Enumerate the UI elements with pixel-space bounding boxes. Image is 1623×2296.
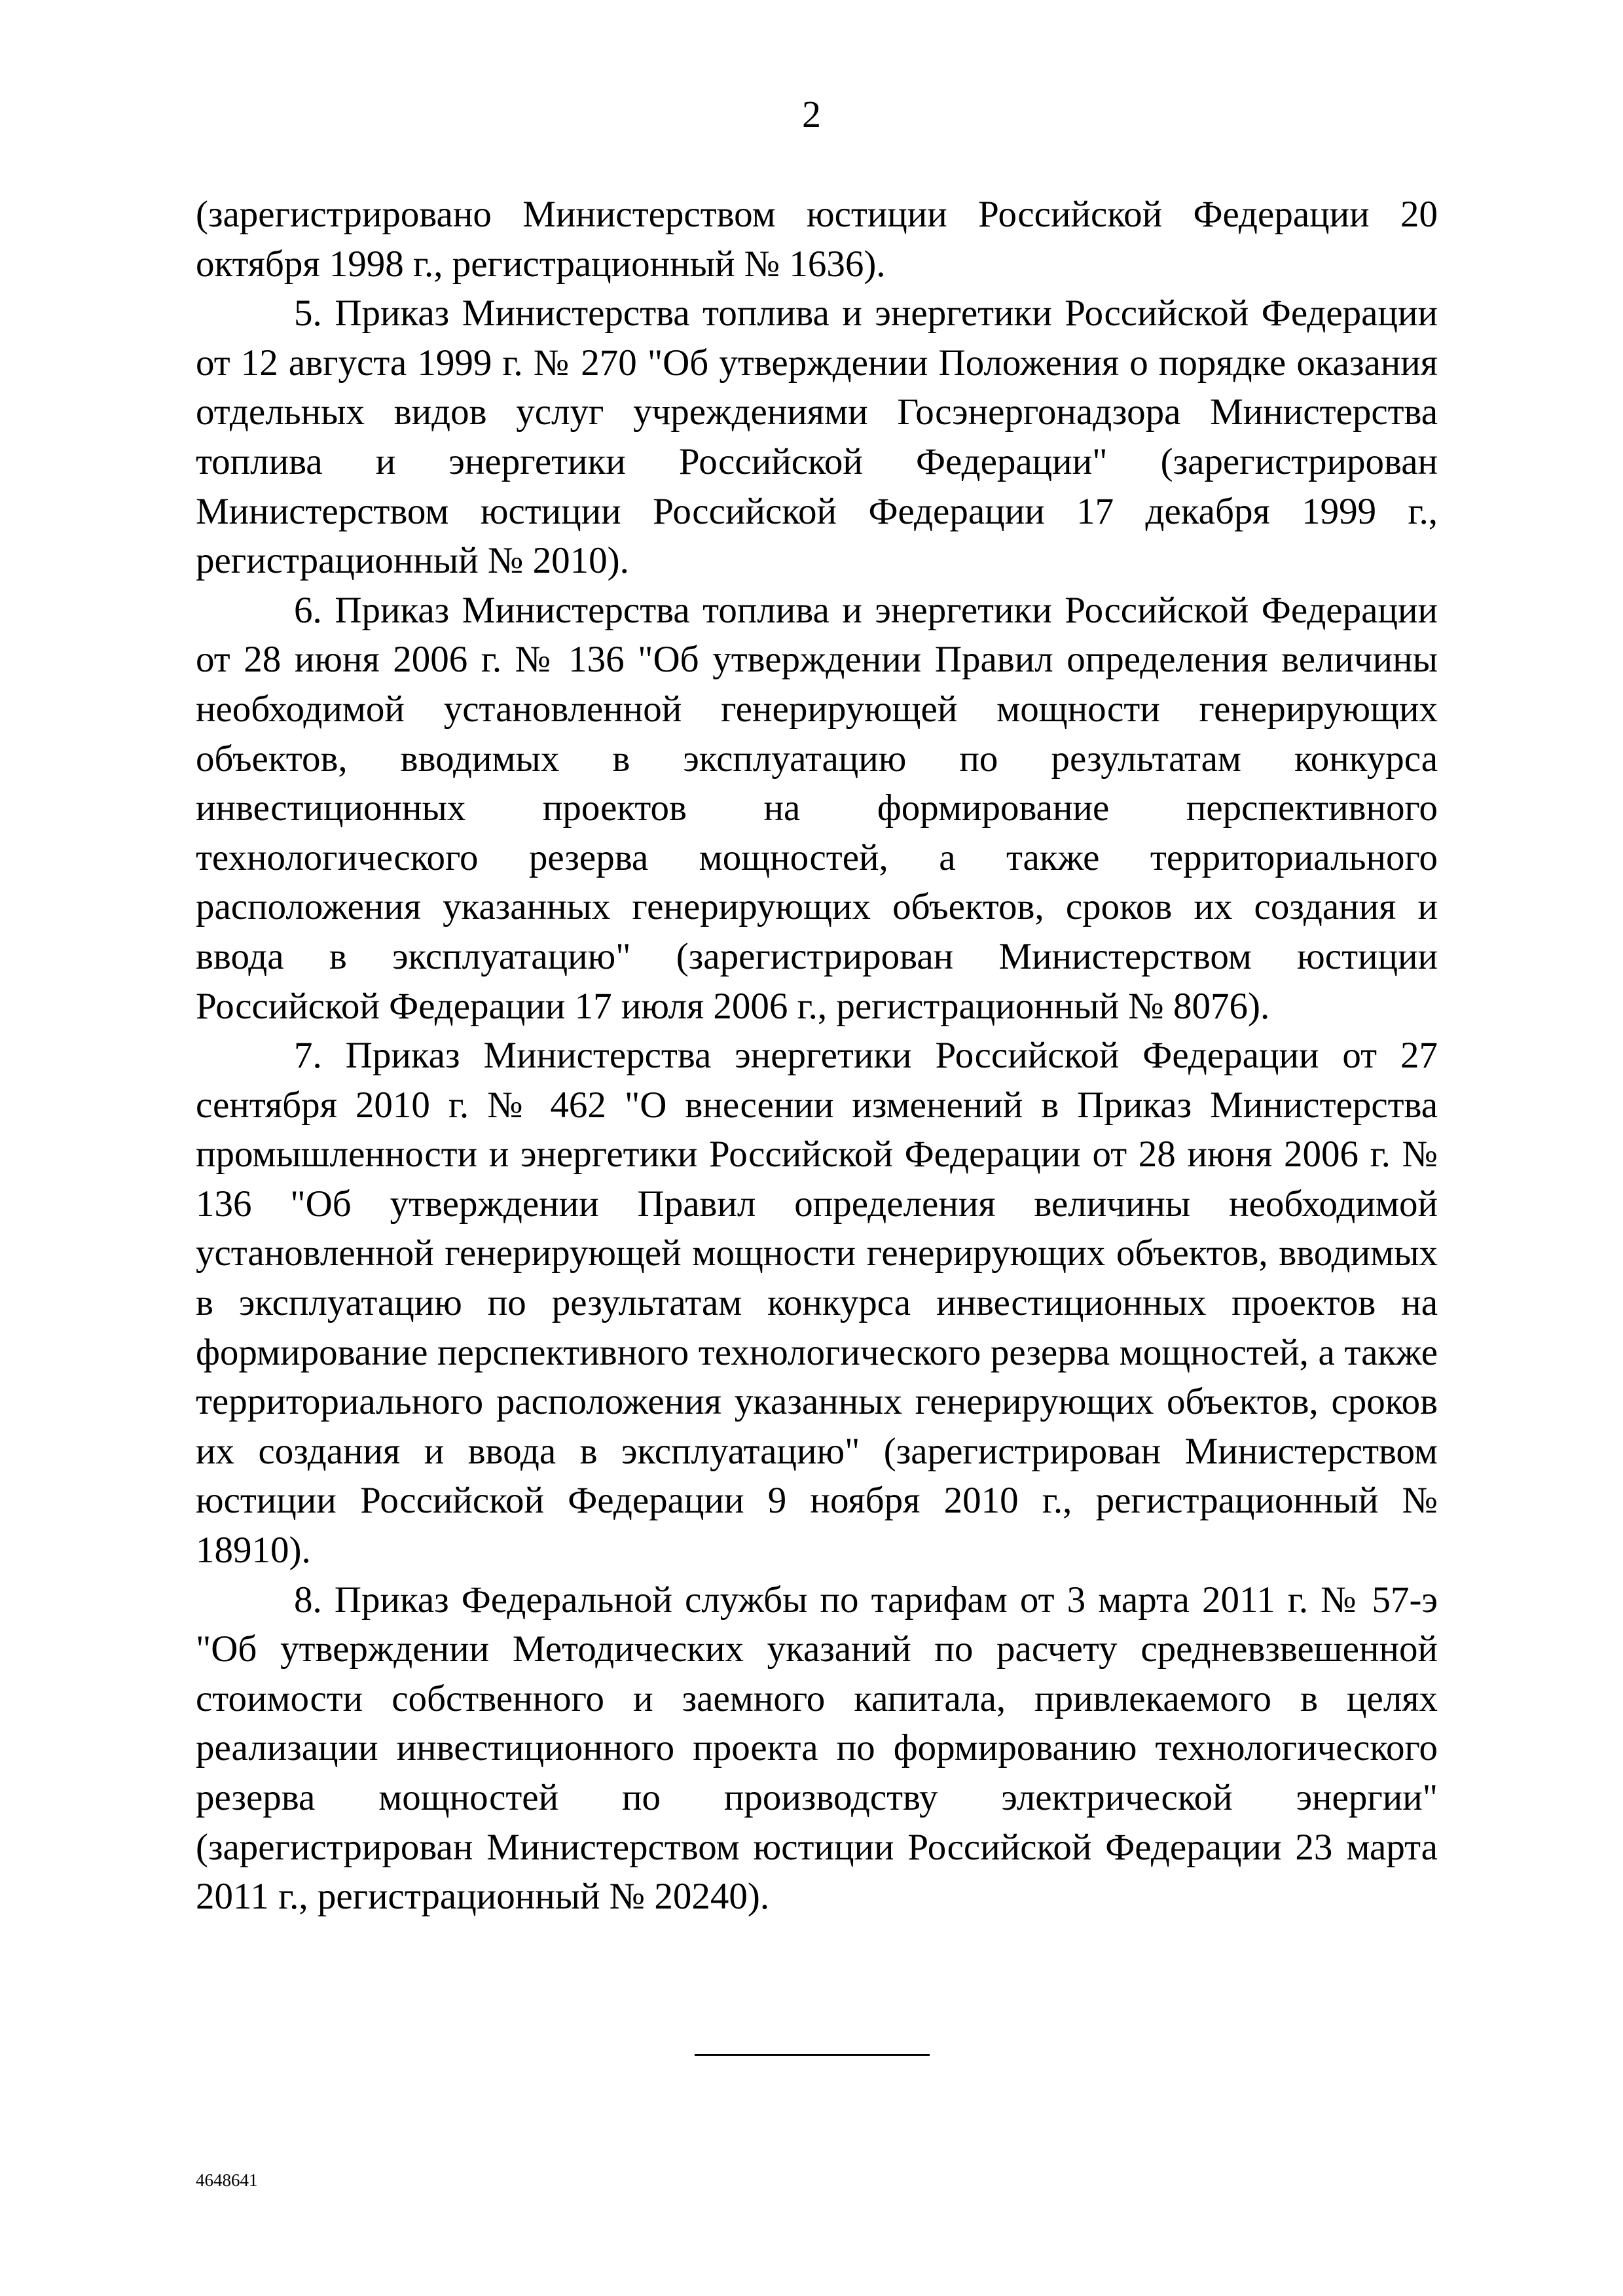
- paragraph-item-6: 6. Приказ Министерства топлива и энергетики Российской Федерации от 28 июня 2006 г. № 136 "Об утверждении Правил определения величины необходимой установленной генерирующей мощности генерирующих объектов, вводимых в эксплуатацию по результатам конкурса инвестиционных проектов на формирование перспективного технологического резерва мощностей, а также территориального расположения указанных генерирующих объектов, сроков их создания и ввода в эксплуатацию" (зарегистрирован Министерством юстиции Российской Федерации 17 июля 2006 г., регистрационный № 8076).: [196, 589, 1438, 1027]
- paragraph-item-7: 7. Приказ Министерства энергетики Российской Федерации от 27 сентября 2010 г. № 462 "О внесении изменений в Приказ Министерства промышленности и энергетики Российской Федерации от 28 июня 2006 г. № 136 "Об утверждении Правил определения величины необходимой установленной генерирующей мощности генерирующих объектов, вводимых в эксплуатацию по результатам конкурса инвестиционных проектов на формирование перспективного технологического резерва мощностей, а также территориального расположения указанных генерирующих объектов, сроков их создания и ввода в эксплуатацию" (зарегистрирован Министерством юстиции Российской Федерации 9 ноября 2010 г., регистрационный № 18910).: [196, 1035, 1438, 1571]
- document-code: 4648641: [196, 2170, 258, 2190]
- document-body: [196, 190, 1438, 1922]
- paragraph-registration-continuation: (зарегистрировано Министерством юстиции Российской Федерации 20 октября 1998 г., регистрационный № 1636).: [196, 194, 1438, 285]
- end-separator-line: [695, 2054, 930, 2056]
- page-number: 2: [802, 93, 821, 135]
- paragraph-item-8: 8. Приказ Федеральной службы по тарифам от 3 марта 2011 г. № 57-э "Об утверждении Методических указаний по расчету средневзвешенной стоимости собственного и заемного капитала, привлекаемого в целях реализации инвестиционного проекта по формированию технологического резерва мощностей по производству электрической энергии" (зарегистрирован Министерством юстиции Российской Федерации 23 марта 2011 г., регистрационный № 20240).: [196, 1579, 1438, 1918]
- paragraph-item-5: 5. Приказ Министерства топлива и энергетики Российской Федерации от 12 августа 1999 г. № 270 "Об утверждении Положения о порядке оказания отдельных видов услуг учреждениями Госэнергонадзора Министерства топлива и энергетики Российской Федерации" (зарегистрирован Министерством юстиции Российской Федерации 17 декабря 1999 г., регистрационный № 2010).: [196, 293, 1438, 582]
